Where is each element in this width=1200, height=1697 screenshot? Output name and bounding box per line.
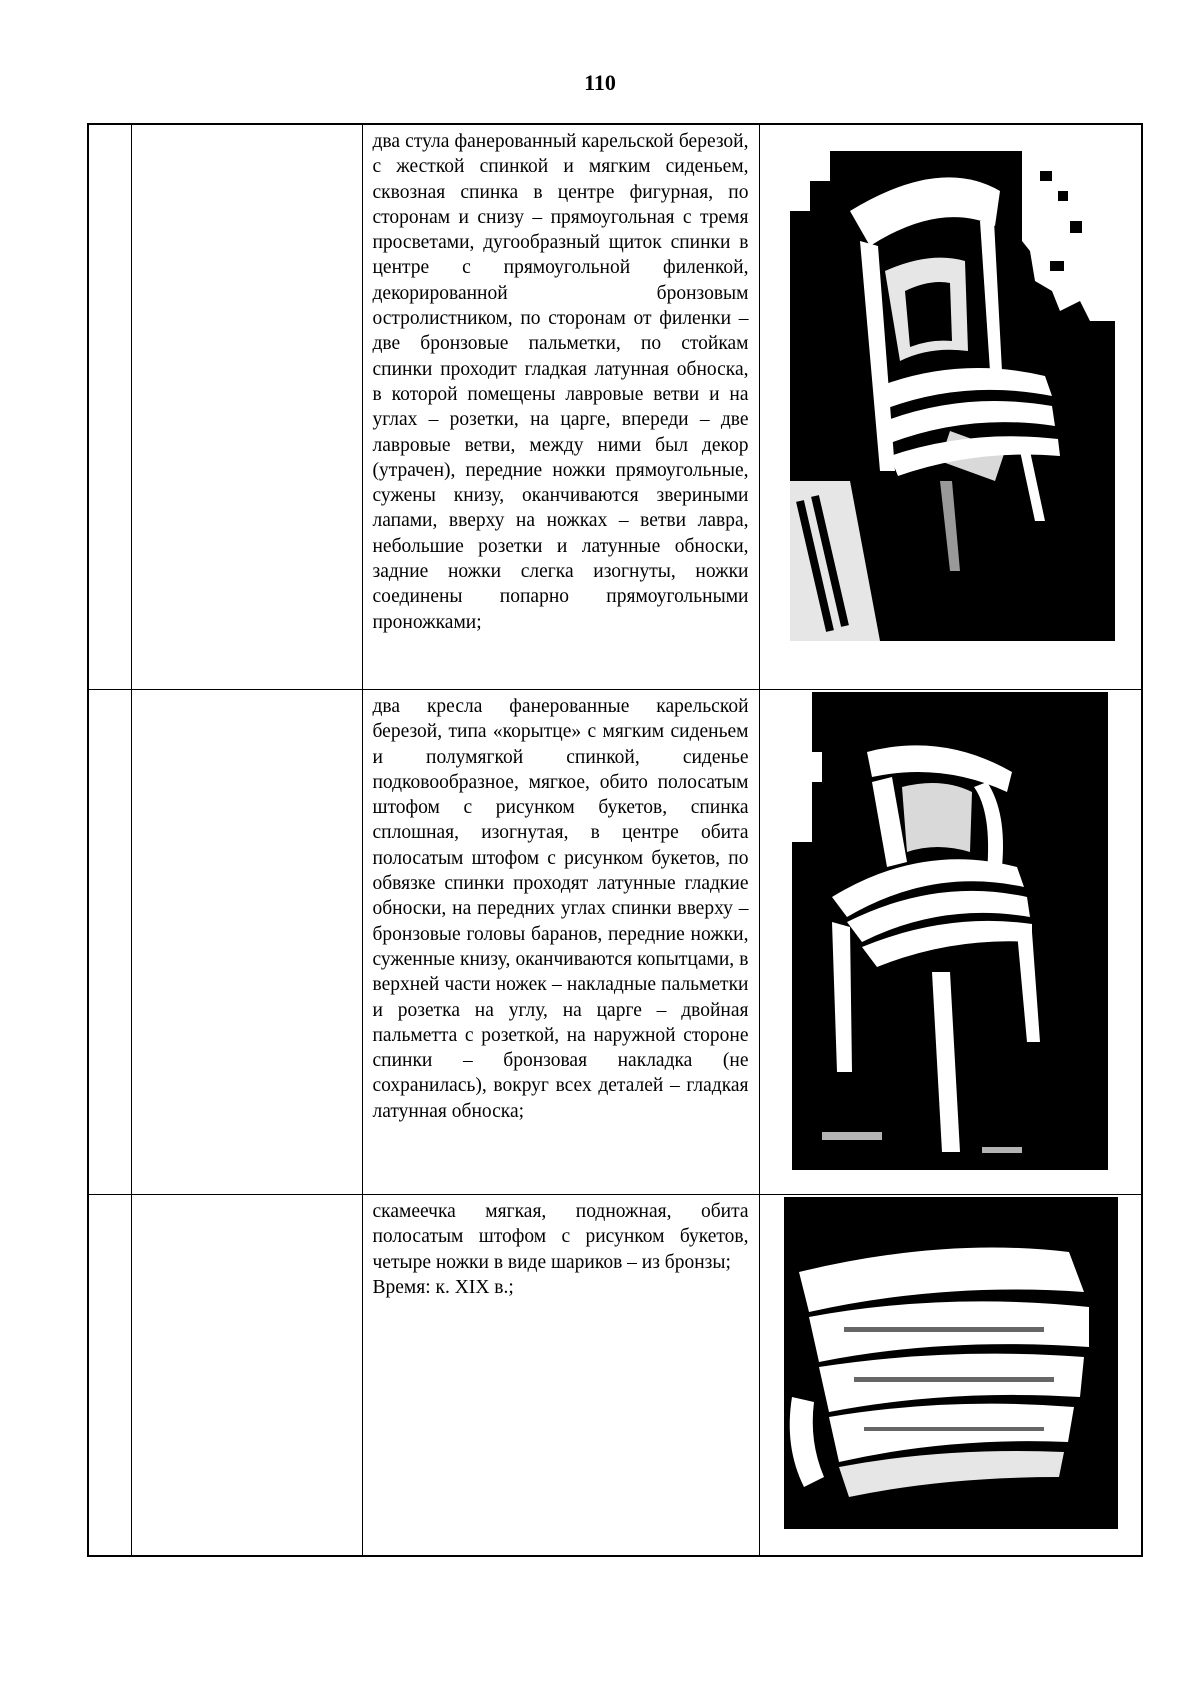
table-row xyxy=(88,124,1142,690)
object-register-table xyxy=(87,123,1143,1557)
footstool-photo xyxy=(784,1197,1118,1529)
number-cell xyxy=(88,690,131,1195)
photo-cell xyxy=(759,1195,1142,1557)
description-cell xyxy=(362,1195,759,1557)
item-date: Время: к. XIX в.; xyxy=(372,1276,514,1298)
table-row xyxy=(88,1195,1142,1557)
name-cell xyxy=(131,1195,362,1557)
item-description: скамеечка мягкая, подножная, обита полосатым штофом с рисунком букетов, четыре ножки в виде шариков – из бронзы; xyxy=(372,1201,749,1273)
photo-cell xyxy=(759,124,1142,690)
number-cell xyxy=(88,124,131,690)
item-description: два кресла фанерованные карельской березой, типа «корытце» с мягким сиденьем и полумягкой спинкой, сиденье подковообразное, мягкое, обито полосатым штофом с рисунком букетов, спинка сплошная, изогнутая, в центре обита полосатым штофом с рисунком букетов, по обвязке спинки проходят латунные гладкие обноски, на передних углах спинки вверху – бронзовые головы баранов, передние ножки, суженные книзу, оканчиваются копытцами, в верхней части ножек – накладные пальметки и розетка на углу, на царге – двойная пальметта с розеткой, на наружной стороне спинки – бронзовая накладка (не сохранилась), вокруг всех деталей – гладкая латунная обноска; xyxy=(372,696,749,1122)
number-cell xyxy=(88,1195,131,1557)
photo-cell xyxy=(759,690,1142,1195)
chair-photo xyxy=(790,151,1115,641)
item-description: два стула фанерованный карельской березой, с жесткой спинкой и мягким сиденьем, сквозная спинка в центре фигурная, по сторонам и снизу – прямоугольная с тремя просветами, дугообразный щиток спинки в центре с прямоугольной филенкой, декорированной бронзовым остролистником, по сторонам от филенки – две бронзовые пальметки, по стойкам спинки проходит гладкая латунная обноска, в которой помещены лавровые ветви и на углах – розетки, на царге, впереди – две лавровые ветви, между ними был декор (утрачен), передние ножки прямоугольные, сужены книзу, оканчиваются звериными лапами, вверху на ножках – ветви лавра, небольшие розетки и латунные обноски, задние ножки слегка изогнуты, ножки соединены попарно прямоугольными проножками; xyxy=(372,131,749,633)
table-row xyxy=(88,690,1142,1195)
page-number: 110 xyxy=(584,70,616,95)
description-cell xyxy=(362,690,759,1195)
name-cell xyxy=(131,690,362,1195)
description-cell xyxy=(362,124,759,690)
armchair-photo xyxy=(792,692,1108,1170)
name-cell xyxy=(131,124,362,690)
